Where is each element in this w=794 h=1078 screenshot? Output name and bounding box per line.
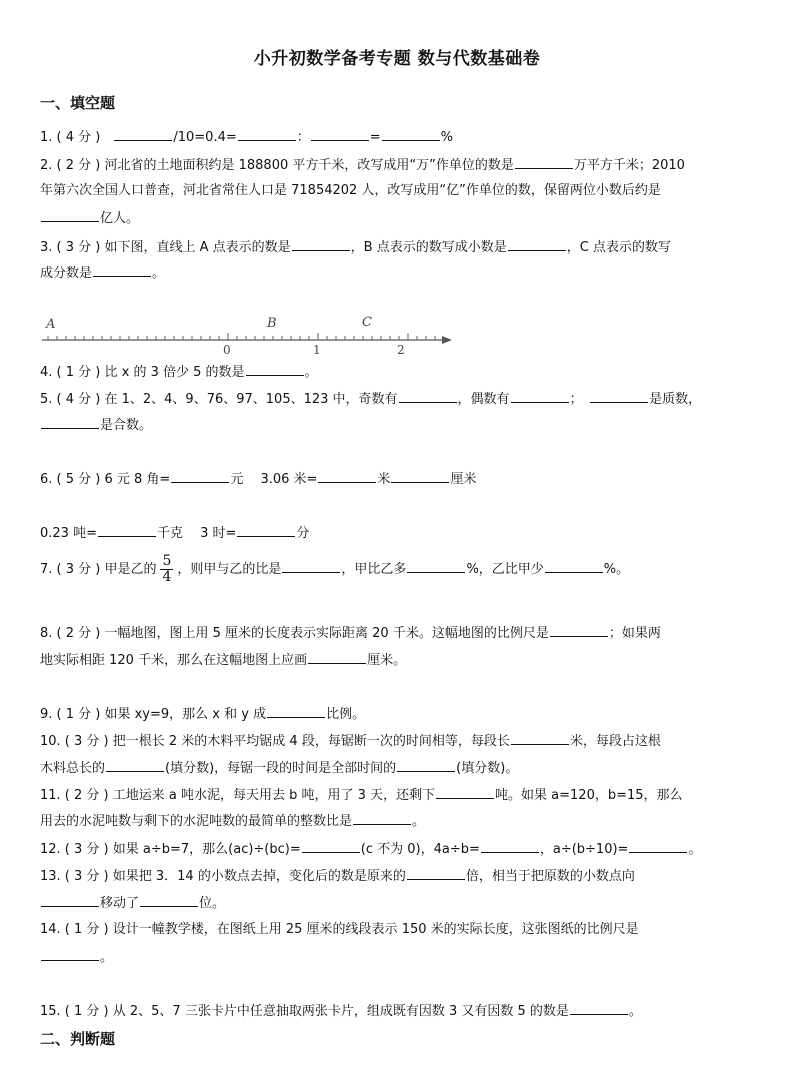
question-11	[40, 786, 760, 805]
question-3	[40, 238, 760, 257]
answer-blank[interactable]	[353, 812, 411, 825]
number-line-ticks	[48, 333, 435, 340]
q8-text: ；如果两	[608, 626, 661, 641]
answer-blank[interactable]	[41, 416, 99, 429]
q10-text: 10. ( 3 分 ) 把一根长 2 米的木料平均锯成 4 段，每锯断一次的时间相等，每段长	[40, 734, 510, 749]
question-4	[40, 363, 760, 382]
q6-text: 6. ( 5 分 ) 6 元 8 角=	[40, 472, 171, 487]
question-1	[40, 128, 760, 147]
q11-text: 。	[412, 814, 426, 829]
answer-blank[interactable]	[570, 1002, 628, 1015]
q10-text: 木料总长的	[40, 761, 106, 776]
question-7	[40, 553, 760, 587]
question-10	[40, 732, 760, 751]
q13-text: 移动了	[100, 896, 140, 911]
answer-blank[interactable]	[171, 470, 229, 483]
answer-blank[interactable]	[511, 732, 569, 745]
q3-text: 成分数是	[40, 266, 93, 281]
q9-text: 9. ( 1 分 ) 如果 xy=9，那么 x 和 y 成	[40, 707, 267, 722]
question-2-line-3	[40, 209, 760, 228]
answer-blank[interactable]	[140, 894, 198, 907]
q5-text: ；	[569, 392, 577, 407]
answer-blank[interactable]	[267, 705, 325, 718]
q12-text: 。	[688, 842, 702, 857]
q10-text: (填分数)。	[456, 761, 519, 776]
q7-text: ，则甲与乙的比是	[177, 562, 282, 577]
q13-text: 13. ( 3 分 ) 如果把 3．14 的小数点去掉，变化后的数是原来的	[40, 869, 406, 884]
fraction-five-fourths	[160, 554, 173, 585]
question-6	[40, 470, 760, 489]
question-14-line-2	[40, 948, 760, 967]
question-11-line-2	[40, 812, 760, 831]
answer-blank[interactable]	[237, 524, 295, 537]
answer-blank[interactable]	[311, 128, 369, 141]
question-14	[40, 921, 760, 939]
answer-blank[interactable]	[41, 948, 99, 961]
question-8-line-2	[40, 651, 760, 670]
q11-text: 11. ( 2 分 ) 工地运来 a 吨水泥，每天用去 b 吨，用了 3 天，还剩下	[40, 788, 436, 803]
question-12	[40, 840, 760, 859]
page-title: 小升初数学备考专题 数与代数基础卷	[253, 49, 541, 69]
q4-text: 。	[304, 365, 318, 380]
answer-blank[interactable]	[391, 470, 449, 483]
q13-text: 倍，相当于把原数的小数点向	[465, 869, 635, 884]
q1-text: ：	[296, 130, 310, 145]
answer-blank[interactable]	[407, 867, 465, 880]
q10-text: 米，每段占这根	[569, 734, 661, 749]
answer-blank[interactable]	[397, 759, 455, 772]
q2-text: 年第六次全国人口普查，河北省常住人口是 71854202 人，改写成用“亿”作单位的数，保留两位小数后约是	[40, 183, 661, 198]
fraction-denominator: 4	[162, 569, 172, 585]
number-line-arrow	[442, 336, 452, 344]
q5-text: ，偶数有	[457, 392, 510, 407]
question-3-line-2	[40, 264, 760, 283]
question-8	[40, 624, 760, 643]
q1-text: =	[369, 130, 381, 145]
answer-blank[interactable]	[550, 624, 608, 637]
tick-label-0: 0	[223, 343, 231, 357]
answer-blank[interactable]	[114, 128, 172, 141]
point-label-a: A	[46, 317, 56, 332]
q14-text: 14. ( 1 分 ) 设计一幢教学楼，在图纸上用 25 厘米的线段表示 150 米的实际长度，这张图纸的比例尺是	[40, 922, 639, 937]
answer-blank[interactable]	[282, 560, 340, 573]
answer-blank[interactable]	[238, 128, 296, 141]
question-6-line-2	[40, 524, 760, 543]
question-2-line-2	[40, 182, 760, 200]
q5-text: 是合数。	[100, 418, 153, 433]
number-line-figure	[40, 310, 460, 360]
q3-text: 。	[152, 266, 166, 281]
q6-text: 元 3.06 米=	[230, 472, 318, 487]
q12-text: ，a÷(b÷10)=	[539, 842, 629, 857]
answer-blank[interactable]	[511, 390, 569, 403]
q5-text: 5. ( 4 分 ) 在 1、2、4、9、76、97、105、123 中，奇数有	[40, 392, 398, 407]
q6b-text: 0.23 吨=	[40, 526, 97, 541]
q1-text: %	[440, 130, 454, 145]
q4-text: 4. ( 1 分 ) 比 x 的 3 倍少 5 的数是	[40, 365, 245, 380]
q15-text: 15. ( 1 分 ) 从 2、5、7 三张卡片中任意抽取两张卡片，组成既有因数 3 又有因数 5 的数是	[40, 1004, 569, 1019]
q2-text: 亿人。	[100, 211, 140, 226]
answer-blank[interactable]	[93, 264, 151, 277]
q7-text: 7. ( 3 分 ) 甲是乙的	[40, 562, 157, 577]
answer-blank[interactable]	[246, 363, 304, 376]
answer-blank[interactable]	[481, 840, 539, 853]
answer-blank[interactable]	[41, 209, 99, 222]
question-9	[40, 705, 760, 724]
question-15	[40, 1002, 760, 1021]
q6b-text: 分	[296, 526, 310, 541]
answer-blank[interactable]	[41, 894, 99, 907]
q3-text: ，B 点表示的数写成小数是	[350, 240, 507, 255]
answer-blank[interactable]	[382, 128, 440, 141]
q6-text: 米	[377, 472, 391, 487]
q10-text: (填分数)，每锯一段的时间是全部时间的	[165, 761, 397, 776]
answer-blank[interactable]	[399, 390, 457, 403]
q1-text: /10=0.4=	[173, 130, 237, 145]
section-heading-true-false: 二、判断题	[40, 1030, 116, 1048]
q5-text: 是质数，	[649, 392, 702, 407]
answer-blank[interactable]	[508, 238, 566, 251]
q8-text: 地实际相距 120 千米，那么在这幅地图上应画	[40, 653, 308, 668]
answer-blank[interactable]	[308, 651, 366, 664]
q2-text: 2. ( 2 分 ) 河北省的土地面积约是 188800 平方千米，改写成用“万”作单位的数是	[40, 158, 514, 173]
q3-text: ，C 点表示的数写	[566, 240, 671, 255]
answer-blank[interactable]	[292, 238, 350, 251]
answer-blank[interactable]	[590, 390, 648, 403]
answer-blank[interactable]	[407, 560, 465, 573]
question-5-line-2	[40, 416, 760, 435]
tick-label-1: 1	[313, 343, 321, 357]
answer-blank[interactable]	[302, 840, 360, 853]
tick-label-2: 2	[397, 343, 405, 357]
q15-text: 。	[628, 1004, 642, 1019]
answer-blank[interactable]	[515, 156, 573, 169]
q7-text: %，乙比甲少	[466, 562, 544, 577]
q3-text: 3. ( 3 分 ) 如下图，直线上 A 点表示的数是	[40, 240, 291, 255]
q9-text: 比例。	[326, 707, 366, 722]
q11-text: 用去的水泥吨数与剩下的水泥吨数的最简单的整数比是	[40, 814, 353, 829]
q11-text: 吨。如果 a=120，b=15，那么	[495, 788, 683, 803]
q14-text: 。	[100, 950, 114, 965]
answer-blank[interactable]	[318, 470, 376, 483]
answer-blank[interactable]	[545, 560, 603, 573]
question-2	[40, 156, 760, 175]
fraction-numerator: 5	[162, 553, 172, 569]
answer-blank[interactable]	[106, 759, 164, 772]
question-5	[40, 390, 760, 409]
question-13	[40, 867, 760, 886]
q6b-text: 千克 3 时=	[156, 526, 237, 541]
q7-text: %。	[603, 562, 630, 577]
question-10-line-2	[40, 759, 760, 778]
q12-text: 12. ( 3 分 ) 如果 a÷b=7，那么(ac)÷(bc)=	[40, 842, 301, 857]
q2-text: 万平方千米；2010	[573, 158, 685, 173]
q12-text: (c 不为 0)，4a÷b=	[360, 842, 480, 857]
question-13-line-2	[40, 894, 760, 913]
answer-blank[interactable]	[629, 840, 687, 853]
section-heading-fill-in: 一、填空题	[40, 94, 116, 112]
answer-blank[interactable]	[436, 786, 494, 799]
q7-text: ，甲比乙多	[341, 562, 407, 577]
answer-blank[interactable]	[98, 524, 156, 537]
q1-label: 1. ( 4 分 )	[40, 130, 114, 145]
q13-text: 位。	[199, 896, 226, 911]
q8-text: 厘米。	[367, 653, 407, 668]
point-label-c: C	[362, 315, 372, 330]
point-label-b: B	[267, 316, 277, 331]
q6-text: 厘米	[450, 472, 477, 487]
q8-text: 8. ( 2 分 ) 一幅地图，图上用 5 厘米的长度表示实际距离 20 千米。这幅地图的比例尺是	[40, 626, 549, 641]
